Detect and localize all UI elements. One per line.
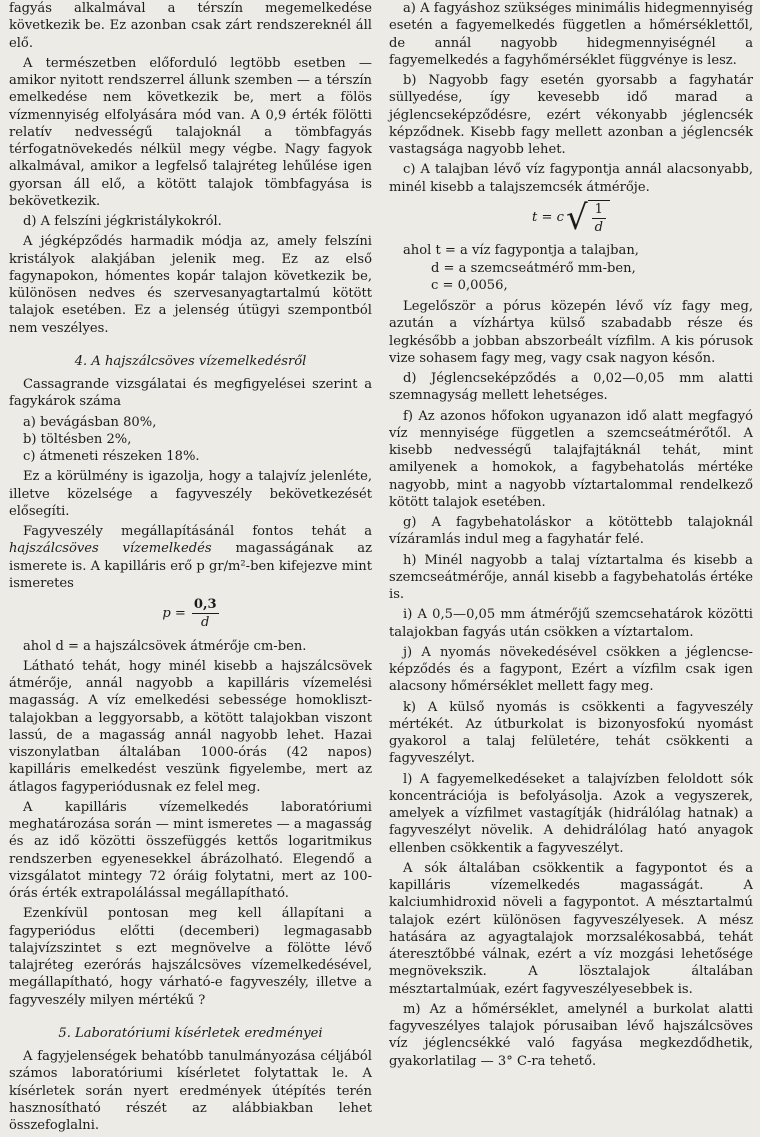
paragraph: Ez a körülmény is igazolja, hogy a talajvíz jelenléte, illetve közelsége a fagyveszély bekövetkezését elősegíti. [9,469,372,519]
list-paragraph-f: f) Az azonos hőfokon ugyanazon idő alatt megfagyó víz mennyisége független a szemcseátmérőtől. A kisebb nedvességű talajfajtáknál tehát, mint amilyenek a homokok, a fagybehatolás mértéke nagyobb, mint a nagyobb víztartalommal rendelkező kötött talajok esetében. [389,408,753,510]
paragraph: A fagyjelenségek behatóbb tanulmányozása céljából számos laboratóriumi kísérletet folytattak le. A kísérletek során nyert eredmények útépítés terén hasznosítható részét az alábbiakban lehet összefoglalni. [9,1049,372,1133]
paragraph: Cassagrande vizsgálatai és megfigyelései szerint a fagykárok száma [9,377,372,410]
paragraph: A kapilláris vízemelkedés laboratóriumi meghatározása során — mint ismeretes — a magasság és az idő közötti összefüggés kettős logaritmikus rendszerben egyenesekkel ábrázolható. Elegendő a vizsgálatot mintegy 72 óráig folytatni, mert az 100-órás érték extrapolálással megállapítható. [9,799,372,901]
radical-sign: √ [565,198,588,238]
definition-row: d = a szemcseátmérő mm-ben, [431,260,636,276]
paragraph: Ezenkívül pontosan meg kell állapítani a fagyperiódus előtti (decemberi) legmagasabb talajvízszintet s ezt megnövelve a fölötte lévő talajréteg ezerórás hajszálcsöves vízemelkedésével, megállapítható, hogy várható-e fagyveszély, illetve a fagyveszély milyen mértékű ? [9,906,372,1008]
formula-denominator: d [201,615,210,631]
formula-definitions [389,242,753,294]
paragraph: A jégképződés harmadik módja az, amely felszíni kristályok alakjában jelenik meg. Ez az első fagynapokon, hómentes kopár talajon következik be, különösen nedves és szervesanyagtartalmú kötött talajok esetében. Ez a jelenség útügyi szempontból nem veszélyes. [9,234,372,336]
formula-root [564,200,610,237]
list-paragraph-l: l) A fagyemelkedéseket a talajvízben feloldott sók koncentrációja is befolyásolja. Azok a vegyszerek, amelyek a vízfilmet vastagítják (hidrálólag hatnak) a fagyveszélyt növelik. A dehidrálólag ható anyagok ellenben csökkentik a fagyveszélyt. [389,771,753,856]
left-column [9,0,372,1137]
paragraph: A természetben előforduló legtöbb esetben — amikor nyitott rendszerrel állunk szemben — a térszín emelkedése nem következik be, mert a fölös vízmennyiség elfolyására mód van. A 0,9 érték fölötti relatív nedvességű talajoknál a tömbfagyás térfogatnövekedés nélkül megy végbe. Nagy fagyok alkalmával, amikor a legfelső talajréteg lehűlése igen gyorsan áll elő, a kötött talajok tömbfagyása is bekövetkezik. [9,55,372,209]
section-heading-4: 4. A hajszálcsöves vízemelkedésről [74,353,307,369]
paragraph: fagyás alkalmával a térszín megemelkedése következik be. Ez azonban csak zárt rendszereknél áll elő. [9,1,372,51]
list-paragraph-j: j) A nyomás növekedésével csökken a jéglencse-képződés és a fagypont, Ezért a vízfilm csak igen alacsony hőmérséklet mellett fagy meg. [389,644,753,695]
damage-list [9,414,372,466]
paragraph: ahol d = a hajszálcsövek átmérője cm-ben. [23,638,307,654]
right-column [389,0,753,1073]
text-run: magasságának az ismerete is. A kapilláris erő p gr/m²-ben kifejezve mint ismeretes [9,541,373,591]
formula-numerator: 1 [592,201,606,219]
formula-fraction [192,596,219,632]
definition-row: ahol t = a víz fagypontja a talajban, [403,243,639,259]
list-paragraph-a: a) A fagyáshoz szükséges minimális hidegmennyiség esetén a fagyemelkedés független a hőmérséklettől, de annál nagyobb hidegmennyiségnél a fagyemelkedés a fagyhőmérséklet függvénye is lesz. [389,1,753,68]
list-paragraph-c: c) A talajban lévő víz fagypontja annál alacsonyabb, minél kisebb a talajszemcsék átmérője. [389,162,753,195]
list-paragraph-g: g) A fagybehatoláskor a kötöttebb talajoknál vízáramlás indul meg a fagyhatár felé. [389,515,753,548]
list-paragraph-b: b) Nagyobb fagy esetén gyorsabb a fagyhatár süllyedése, így kevesebb idő marad a jéglencseképződésre, ezért vékonyabb jéglencsék képződnek. Kisebb fagy mellett azonban a jéglencsék vastagsága nagyobb lehet. [389,73,753,157]
formula-radicand [588,200,610,237]
formula-lhs: p = [162,606,186,622]
list-item: a) bevágásban 80%, [23,414,157,430]
list-paragraph-i: i) A 0,5—0,05 mm átmérőjű szemcsehatárok közötti talajokban fagyás után csökken a víztartalom. [389,607,753,640]
paragraph: Látható tehát, hogy minél kisebb a hajszálcsövek átmérője, annál nagyobb a kapilláris vízemelési magasság. A víz emelkedési sebessége homokliszt-talajokban a leggyorsabb, a kötött talajokban viszont lassú, de a magasság annál nagyobb lehet. Hazai viszonylatban általában 1000-órás (42 napos) kapilláris emelkedést veszünk figyelembe, mert az átlagos fagyperiódusnak ez felel meg. [9,658,372,795]
list-item: b) töltésben 2%, [23,431,132,447]
paragraph: A sók általában csökkentik a fagypontot és a kapilláris vízemelkedés magasságát. A kalciumhidroxid növeli a fagypontot. A mésztartalmú talajok ezért különösen fagyveszélyesek. A mész hatására az agyagtalajok morzsalékosabbá, tehát áteresztőbbé válnak, ezért a víz mozgási lehetősége megnövekszik. A lösztalajok általában mésztartalmúak, ezért fagyveszélyesebbek is. [389,860,753,997]
formula-capillary-force [9,596,372,632]
definition-row: c = 0,0056, [431,277,508,293]
paragraph: Legelőször a pórus közepén lévő víz fagy meg, azután a vízhártya külső szabadabb része és legkésőbb a jobban abszorbeált vízfilm. A kis pórusok vize sohasem fagy meg, vagy csak nagyon későn. [389,299,753,366]
formula-denominator: d [594,220,603,235]
paragraph [9,523,372,592]
section-heading-5: 5. Laboratóriumi kísérletek eredményei [58,1025,323,1041]
formula-freezing-point [389,200,753,237]
formula-numerator: 0,3 [192,596,219,614]
text-run: Fagyveszély megállapításánál fontos tehát a [23,524,372,539]
subsection-heading-d: d) A felszíni jégkristálykokról. [23,214,222,229]
emphasis: hajszálcsöves vízemelkedés [9,541,212,557]
list-paragraph-m: m) Az a hőmérséklet, amelynél a burkolat alatti fagyveszélyes talajok pórusaiban lévő hajszálcsöves víz jéglencsékké való fagyása megkezdődhetik, gyakorlatilag — 3° C-ra tehető. [389,1001,753,1069]
list-item: c) átmeneti részeken 18%. [23,449,200,464]
formula-lhs: t = c [532,210,564,226]
list-paragraph-d: d) Jéglencseképződés a 0,02—0,05 mm alatti szemnagyság mellett lehetséges. [389,371,753,404]
list-paragraph-k: k) A külső nyomás is csökkenti a fagyveszély mértékét. Az útburkolat is bizonyosfokú nyomást gyakorol a talaj felületére, tehát csökkenti a fagyveszélyt. [389,699,753,767]
list-paragraph-h: h) Minél nagyobb a talaj víztartalma és kisebb a szemcseátmérője, annál kisebb a fagybehatolás értéke is. [389,552,753,602]
